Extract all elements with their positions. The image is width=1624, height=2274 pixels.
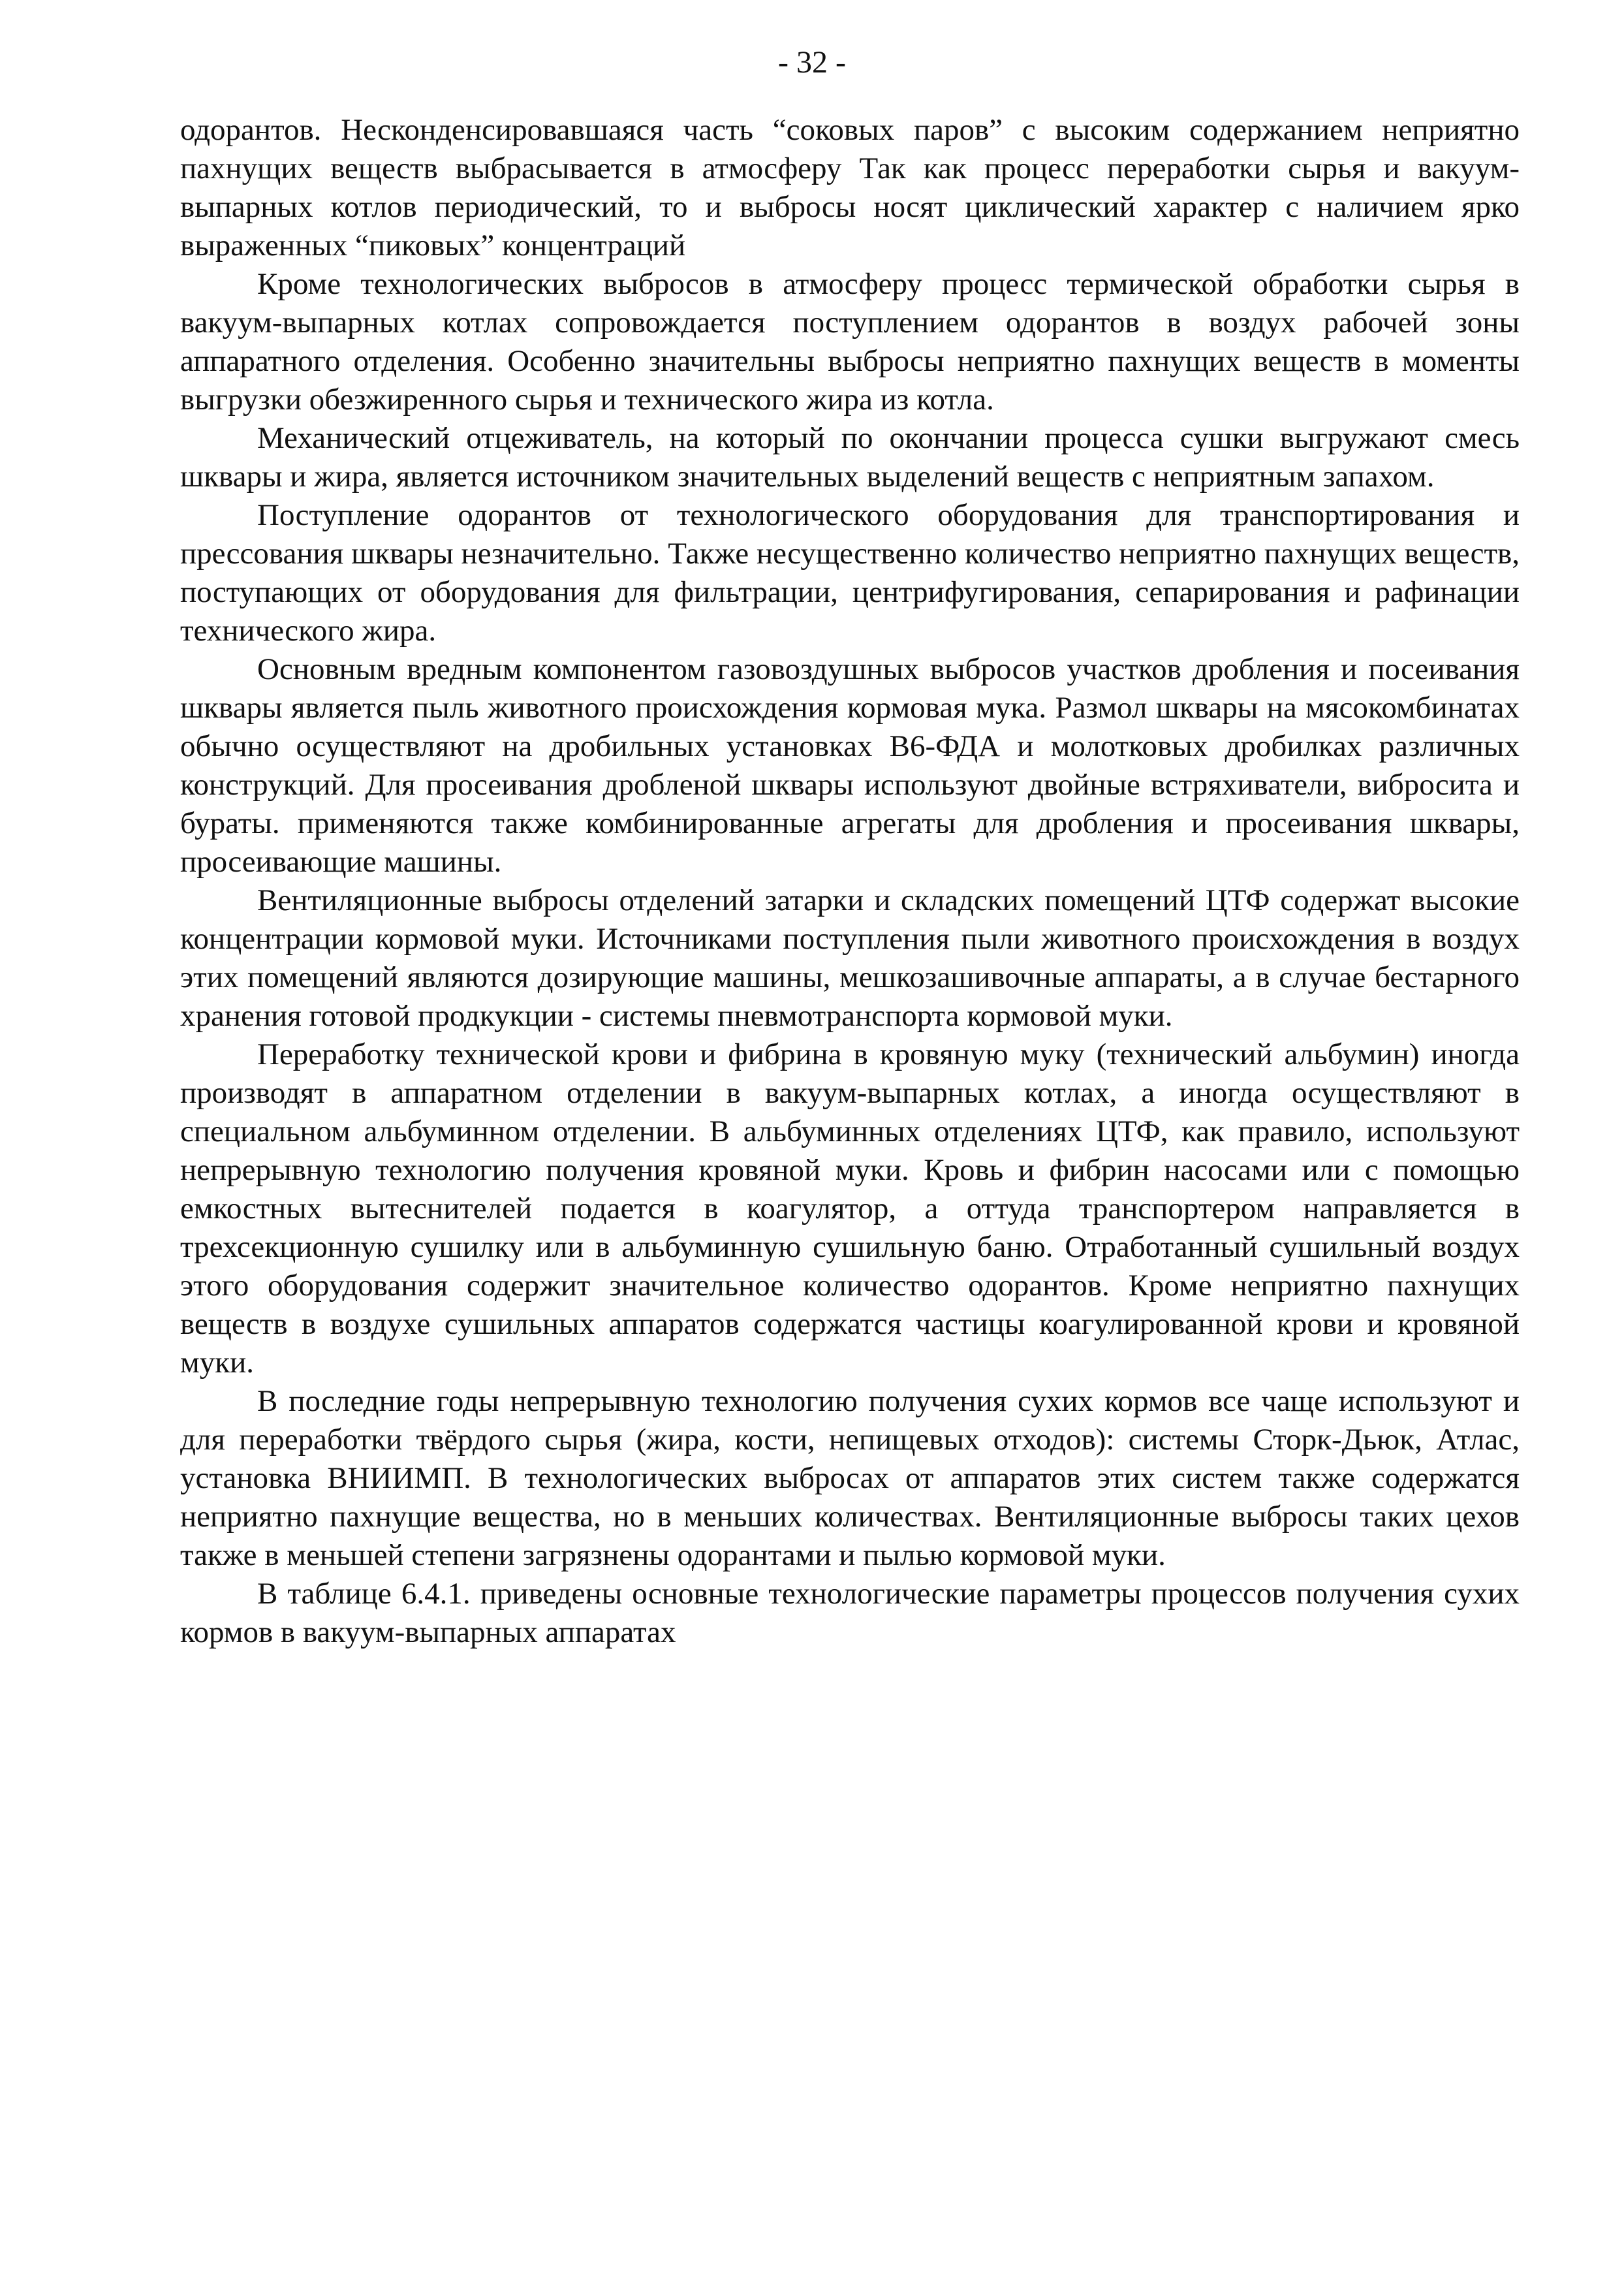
paragraph-3: Механический отцеживатель, на который по окончании процесса сушки выгружают смесь шквары и жира, является источником значительных выделений веществ с неприятным запахом. bbox=[180, 421, 1520, 494]
body-text bbox=[180, 111, 1520, 1652]
paragraph-8: В последние годы непрерывную технологию получения сухих кормов все чаще используют и для переработки твёрдого сырья (жира, кости, непищевых отходов): системы Сторк-Дьюк, Атлас, установка ВНИИМП. В технологических выбросах от аппаратов этих систем также содержатся неприятно пахнущие вещества, но в меньших количествах. Вентиляционные выбросы таких цехов также в меньшей степени загрязнены одорантами и пылью кормовой муки. bbox=[180, 1384, 1520, 1572]
paragraph-1: одорантов. Несконденсировавшаяся часть “соковых паров” с высоким содержанием неприятно пахнущих веществ выбрасывается в атмосферу Так как процесс переработки сырья и вакуум-выпарных котлов периодический, то и выбросы носят циклический характер с наличием ярко выраженных “пиковых” концентраций bbox=[180, 113, 1520, 262]
page-number: - 32 - bbox=[778, 45, 846, 80]
paragraph-4: Поступление одорантов от технологического оборудования для транспортирования и прессования шквары незначительно. Также несущественно количество неприятно пахнущих веществ, поступающих от оборудования для фильтрации, центрифугирования, сепарирования и рафинации технического жира. bbox=[180, 498, 1520, 648]
paragraph-5: Основным вредным компонентом газовоздушных выбросов участков дробления и посеивания шквары является пыль животного происхождения кормовая мука. Размол шквары на мясокомбинатах обычно осуществляют на дробильных установках В6-ФДА и молотковых дробилках различных конструкций. Для просеивания дробленой шквары используют двойные встряхиватели, вибросита и бураты. применяются также комбинированные агрегаты для дробления и просеивания шквары, просеивающие машины. bbox=[180, 652, 1520, 879]
paragraph-2: Кроме технологических выбросов в атмосферу процесс термической обработки сырья в вакуум-выпарных котлах сопровождается поступлением одорантов в воздух рабочей зоны аппаратного отделения. Особенно значительны выбросы неприятно пахнущих веществ в моменты выгрузки обезжиренного сырья и технического жира из котла. bbox=[180, 267, 1520, 417]
paragraph-7: Переработку технической крови и фибрина в кровяную муку (технический альбумин) иногда производят в аппаратном отделении в вакуум-выпарных котлах, а иногда осуществляют в специальном альбуминном отделении. В альбуминных отделениях ЦТФ, как правило, используют непрерывную технологию получения кровяной муки. Кровь и фибрин насосами или с помощью емкостных вытеснителей подается в коагулятор, а оттуда транспортером направляется в трехсекционную сушилку или в альбуминную сушильную баню. Отработанный сушильный воздух этого оборудования содержит значительное количество одорантов. Кроме неприятно пахнущих веществ в воздухе сушильных аппаратов содержатся частицы коагулированной крови и кровяной муки. bbox=[180, 1037, 1520, 1380]
paragraph-9: В таблице 6.4.1. приведены основные технологические параметры процессов получения сухих кормов в вакуум-выпарных аппаратах bbox=[180, 1577, 1520, 1649]
paragraph-6: Вентиляционные выбросы отделений затарки и складских помещений ЦТФ содержат высокие концентрации кормовой муки. Источниками поступления пыли животного происхождения в воздух этих помещений являются дозирующие машины, мешкозашивочные аппараты, а в случае бестарного хранения готовой продкукции - системы пневмотранспорта кормовой муки. bbox=[180, 883, 1520, 1033]
